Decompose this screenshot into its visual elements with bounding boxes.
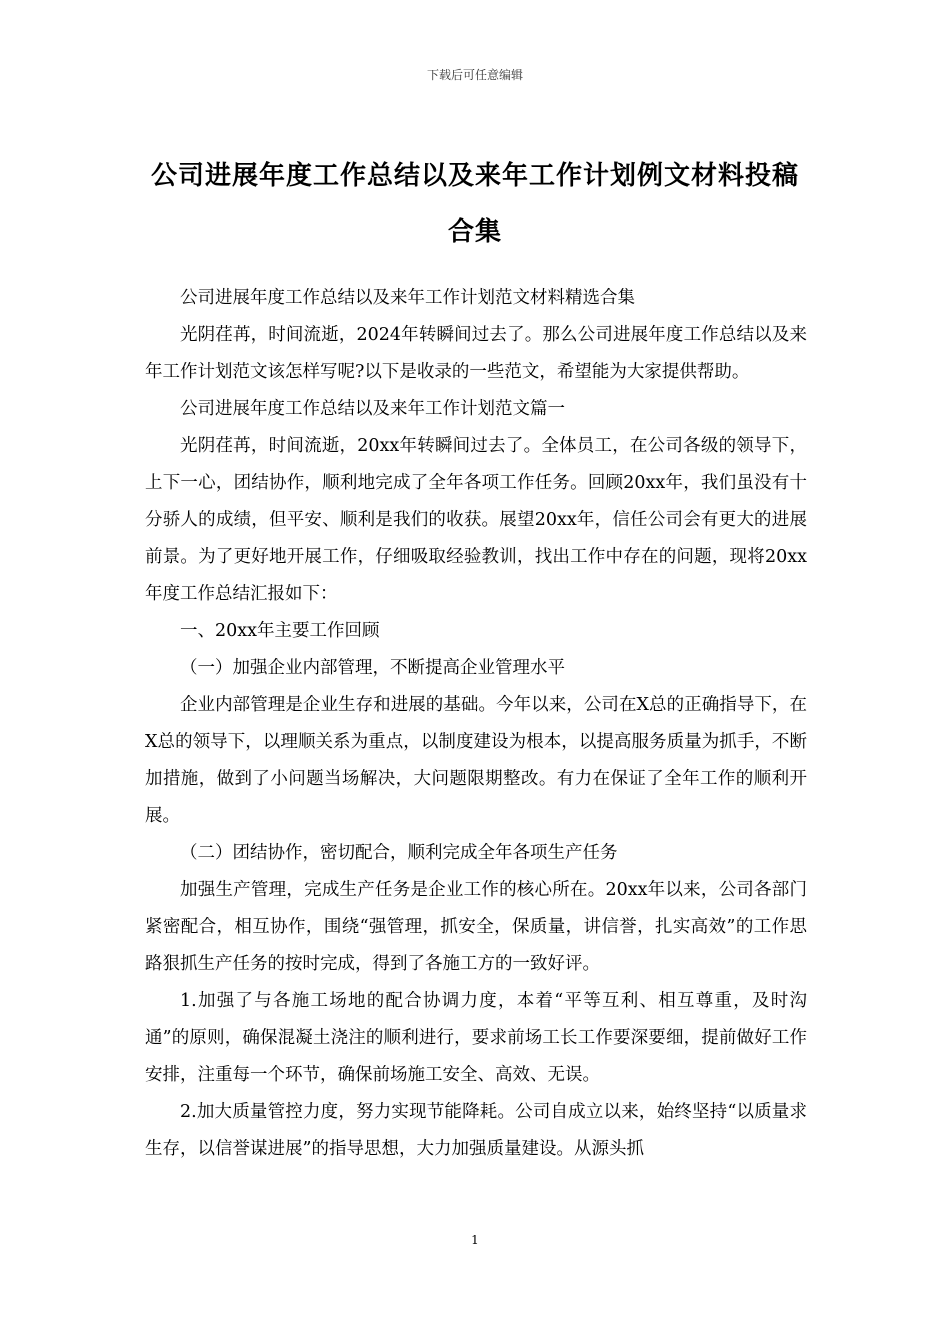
page-number: 1: [471, 1233, 479, 1247]
paragraph-subtitle: 公司进展年度工作总结以及来年工作计划范文材料精选合集: [180, 288, 635, 308]
paragraph-heading-1: 一、20xx年主要工作回顾: [180, 621, 380, 641]
paragraph-intro: 光阴荏苒，时间流逝，2024年转瞬间过去了。那么公司进展年度工作总结以及来年工作计划范文该怎样写呢?以下是收录的一些范文，希望能为大家提供帮助。: [145, 325, 807, 382]
paragraph-subheading-1: （一）加强企业内部管理，不断提高企业管理水平: [180, 658, 565, 678]
paragraph-management: 企业内部管理是企业生存和进展的基础。今年以来，公司在X总的正确指导下，在X总的领导下，以理顺关系为重点，以制度建设为根本，以提高服务质量为抓手，不断加措施，做到了小问题当场解决，大问题限期整改。有力在保证了全年工作的顺利开展。: [145, 695, 807, 826]
document-title: 公司进展年度工作总结以及来年工作计划例文材料投稿合集: [150, 161, 799, 247]
header-note: 下载后可任意编辑: [426, 68, 523, 82]
paragraph-section-heading: 公司进展年度工作总结以及来年工作计划范文篇一: [180, 399, 565, 419]
paragraph-opening: 光阴荏苒，时间流逝，20xx年转瞬间过去了。全体员工，在公司各级的领导下，上下一心，团结协作，顺利地完成了全年各项工作任务。回顾20xx年，我们虽没有十分骄人的成绩，但平安、顺利是我们的收获。展望20xx年，信任公司会有更大的进展前景。为了更好地开展工作，仔细吸取经验教训，找出工作中存在的问题，现将20xx年度工作总结汇报如下：: [145, 436, 807, 604]
paragraph-production: 加强生产管理，完成生产任务是企业工作的核心所在。20xx年以来，公司各部门紧密配合，相互协作，围绕“强管理，抓安全，保质量，讲信誉，扎实高效”的工作思路狠抓生产任务的按时完成，得到了各施工方的一致好评。: [145, 880, 807, 974]
paragraph-item-1: 1.加强了与各施工场地的配合协调力度，本着“平等互利、相互尊重，及时沟通”的原则，确保混凝土浇注的顺利进行，要求前场工长工作要深要细，提前做好工作安排，注重每一个环节，确保前场施工安全、高效、无误。: [145, 991, 807, 1085]
document-body: [145, 280, 807, 1168]
paragraph-subheading-2: （二）团结协作，密切配合，顺利完成全年各项生产任务: [180, 843, 618, 863]
paragraph-item-2: 2.加大质量管控力度，努力实现节能降耗。公司自成立以来，始终坚持“以质量求生存，以信誉谋进展”的指导思想，大力加强质量建设。从源头抓: [145, 1102, 807, 1159]
